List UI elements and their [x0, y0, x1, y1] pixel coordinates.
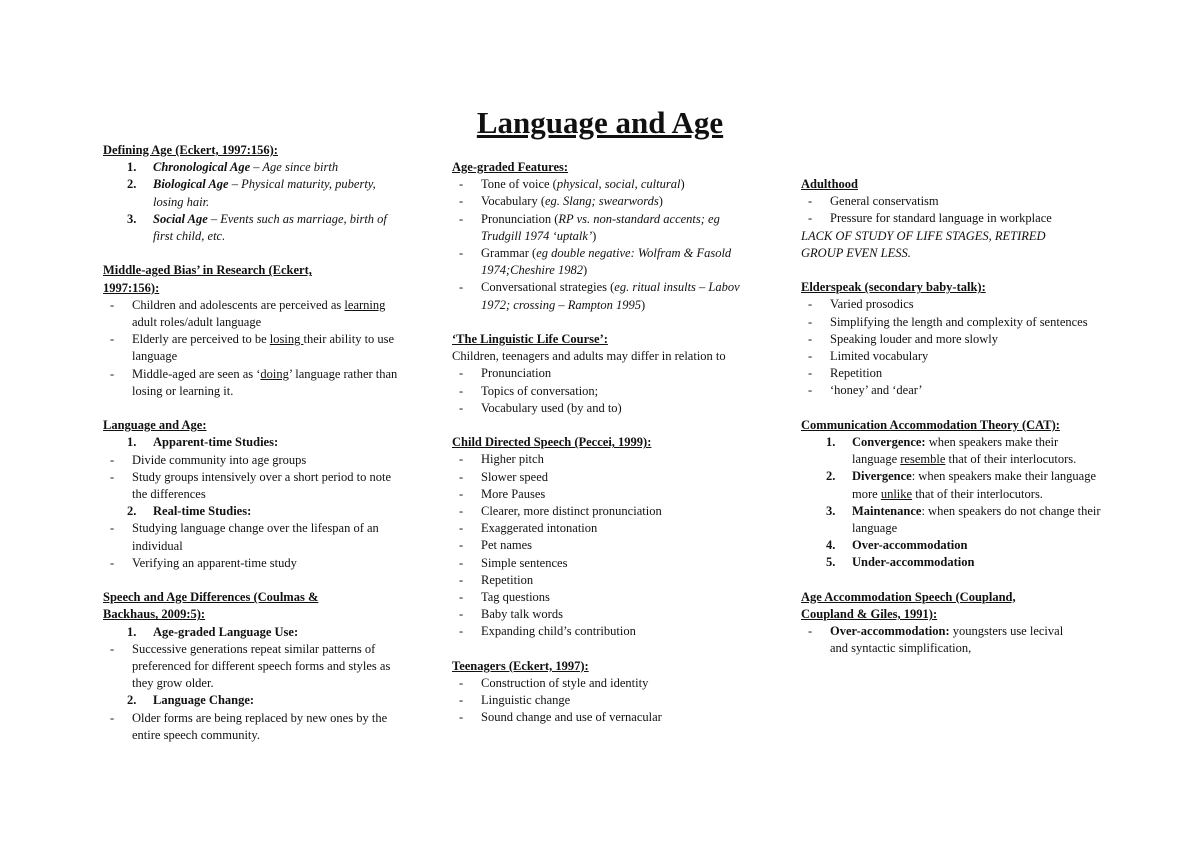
list-item: - Middle-aged are seen as ‘doing’ language rather than losing or learning it.	[110, 366, 398, 398]
heading-defining-age: Defining Age (Eckert, 1997:156):	[103, 143, 278, 157]
list-item: - Clearer, more distinct pronunciation	[459, 504, 662, 519]
list-item: - Older forms are being replaced by new ones by the entire speech community.	[110, 710, 388, 742]
heading-age-graded-features: Age-graded Features:	[452, 160, 569, 174]
list-number: 1.	[127, 160, 137, 175]
list-item: - Children and adolescents are perceived as learning adult roles/adult language	[110, 297, 386, 330]
note-lack-of-study: LACK OF STUDY OF LIFE STAGES, RETIRED GROUP EVEN LESS.	[801, 228, 1046, 260]
list-item: - Simplifying the length and complexity of sentences	[808, 314, 1088, 329]
heading-cat: Communication Accommodation Theory (CAT):	[801, 417, 1060, 432]
list-item: - Pressure for standard language in workplace	[808, 211, 1052, 226]
list-item: 2. Biological Age – Physical maturity, puberty, losing hair.	[103, 176, 405, 210]
list-item: - Limited vocabulary	[808, 349, 929, 364]
list-item: - Verifying an apparent-time study	[110, 555, 297, 570]
list-item: - Pronunciation	[459, 366, 552, 381]
list-item: - Repetition	[808, 366, 883, 381]
list-item: - Pet names	[459, 538, 533, 553]
list-item: - Expanding child’s contribution	[459, 624, 636, 639]
column-middle	[452, 159, 748, 727]
list-item: - Grammar (eg double negative: Wolfram & Fasold 1974;Cheshire 1982)	[459, 246, 732, 278]
column-left	[103, 142, 405, 744]
list-item: - Construction of style and identity	[459, 676, 649, 691]
list-item: 1. Convergence: when speakers make their language resemble that of their interlocutors.	[826, 435, 1077, 467]
list-item: 5. Under-accommodation	[826, 555, 975, 570]
document-title: Language and Age	[476, 105, 724, 140]
list-item: - Vocabulary (eg. Slang; swearwords)	[459, 194, 663, 209]
heading-elderspeak: Elderspeak (secondary baby-talk):	[801, 280, 986, 295]
heading-adulthood: Adulthood	[801, 177, 858, 191]
list-item: 3. Social Age – Events such as marriage, birth of first child, etc.	[103, 211, 405, 245]
list-item: - Studying language change over the lifespan of an individual	[110, 521, 379, 553]
heading-speech-age-differences: Speech and Age Differences (Coulmas & Backhaus, 2009:5):	[103, 590, 319, 622]
list-item: - Sound change and use of vernacular	[459, 710, 662, 725]
heading-age-accommodation-speech: Age Accommodation Speech (Coupland, Coupland & Giles, 1991):	[801, 589, 1016, 622]
subheading: 2. Language Change:	[127, 693, 255, 708]
list-item: - Pronunciation (RP vs. non-standard accents; eg Trudgill 1974 ‘uptalk’)	[459, 211, 720, 243]
list-item: - Successive generations repeat similar patterns of preferenced for different speech forms and styles as they grow older.	[110, 641, 391, 691]
list-item: - More Pauses	[459, 486, 546, 501]
list-item: - Exaggerated intonation	[459, 521, 598, 536]
list-item: - Varied prosodics	[808, 297, 914, 312]
subheading: 1. Apparent-time Studies:	[127, 435, 279, 450]
list-number: 3.	[127, 211, 137, 226]
list-item: - Speaking louder and more slowly	[808, 331, 999, 346]
list-item: 4. Over-accommodation	[826, 538, 968, 553]
subheading: 1. Age-graded Language Use:	[127, 624, 299, 639]
heading-linguistic-life-course: ‘The Linguistic Life Course’:	[452, 332, 608, 347]
heading-language-and-age: Language and Age:	[103, 418, 207, 433]
list-item: - Slower speed	[459, 469, 548, 484]
list-item: 2. Divergence: when speakers make their language more unlike that of their interlocutors.	[826, 469, 1097, 501]
list-item: - Linguistic change	[459, 693, 571, 708]
list-item: - Divide community into age groups	[110, 452, 307, 467]
list-item: - Baby talk words	[459, 607, 563, 622]
list-item: - Elderly are perceived to be losing their ability to use language	[110, 332, 395, 364]
list-item: - Conversational strategies (eg. ritual insults – Labov 1972; crossing – Rampton 1995)	[459, 280, 740, 312]
column-right	[801, 176, 1101, 658]
list-item: - Tone of voice (physical, social, cultural)	[459, 177, 685, 192]
list-number: 2.	[127, 177, 137, 192]
paragraph-intro: Children, teenagers and adults may differ in relation to	[452, 349, 726, 364]
list-item: - Topics of conversation;	[459, 383, 599, 398]
list-item: - Tag questions	[459, 590, 550, 605]
list-item: - Repetition	[459, 572, 534, 587]
heading-teenagers: Teenagers (Eckert, 1997):	[452, 658, 589, 673]
list-item: - Higher pitch	[459, 452, 544, 467]
list-item: - Vocabulary used (by and to)	[459, 400, 622, 415]
list-item: - Over-accommodation: youngsters use lecival and syntactic simplification,	[808, 624, 1064, 656]
list-item: - ‘honey’ and ‘dear’	[808, 383, 923, 398]
subheading: 2. Real-time Studies:	[127, 504, 252, 519]
heading-middle-aged-bias: Middle-aged Bias’ in Research (Eckert, 1997:156):	[103, 263, 312, 295]
list-item: - General conservatism	[808, 194, 939, 209]
list-item: - Simple sentences	[459, 555, 568, 570]
list-item: 3. Maintenance: when speakers do not change their language	[826, 503, 1101, 536]
list-item: 1. Chronological Age – Age since birth	[103, 159, 405, 176]
list-item: - Study groups intensively over a short period to note the differences	[110, 469, 391, 502]
heading-child-directed-speech: Child Directed Speech (Peccei, 1999):	[452, 435, 652, 450]
